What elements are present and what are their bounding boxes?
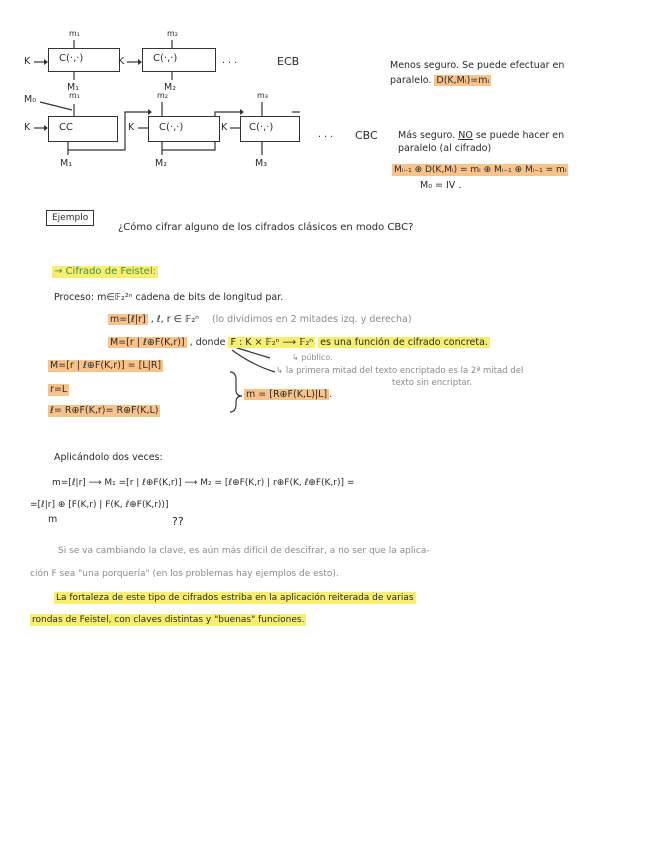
ecb-mode-label: ECB [277, 55, 300, 68]
cbc-block-2-label: C(·,·) [159, 122, 184, 133]
feistel-half-note-1: ↳ la primera mitad del texto encriptado es la 2ª mitad del [276, 366, 524, 376]
cbc-input-3: m₃ [257, 91, 268, 100]
closing-yellow-2: rondas de Feistel, con claves distintas y "buenas" funciones. [32, 615, 305, 625]
closing-gray-1: Si se va cambiando la clave, es aún más difícil de descifrar, a no ser que la aplica- [58, 546, 430, 556]
closing-yellow-1: La fortaleza de este tipo de cifrados estriba en la aplicación reiterada de varias [56, 593, 414, 603]
cbc-block-1-label: CC [59, 122, 73, 133]
applying-question-marks: ?? [172, 515, 184, 528]
cbc-key-label-2: K [128, 122, 135, 133]
cbc-input-2: m₂ [157, 91, 168, 100]
feistel-decrypt-2: r=L [50, 384, 68, 395]
example-label: Ejemplo [52, 213, 89, 223]
ecb-dots: · · · [222, 58, 238, 69]
feistel-split: m=[ℓ|r] [110, 314, 146, 325]
cbc-decrypt-formula: Mᵢ₋₁ ⊕ D(K,Mᵢ) = mᵢ ⊕ Mᵢ₋₁ ⊕ Mᵢ₋₁ = mᵢ [394, 165, 567, 175]
feistel-heading: → Cifrado de Feistel: [54, 266, 156, 277]
feistel-half-note-2: texto sin encriptar. [392, 378, 473, 388]
cbc-note-mas-seguro: Más seguro. [398, 130, 456, 141]
applying-line1: m=[ℓ|r] ⟶ M₁ =[r | ℓ⊕F(K,r)] ⟶ M₂ = [ℓ⊕F(K,r) | r⊕F(K, ℓ⊕F(K,r)] = [52, 478, 355, 488]
ecb-input-2: m₂ [167, 29, 178, 38]
cbc-block-3-label: C(·,·) [249, 122, 274, 133]
ecb-decrypt-formula: D(K,Mᵢ)=mᵢ [436, 75, 490, 86]
ecb-output-1: M₁ [67, 82, 80, 93]
feistel-decrypt-3: ℓ= R⊕F(K,r)= R⊕F(K,L) [50, 405, 159, 416]
applying-title: Aplicándolo dos veces: [54, 452, 163, 463]
ecb-block-1 [48, 48, 120, 72]
example-box [46, 210, 94, 226]
feistel-public-note: ↳ público. [292, 353, 333, 362]
feistel-result-dot: . [329, 389, 333, 400]
feistel-split-line [108, 314, 412, 326]
applying-line2: =[ℓ|r] ⊕ [F(K,r) | F(K, ℓ⊕F(K,r))] [30, 500, 169, 510]
feistel-process: Proceso: m∈𝔽₂²ⁿ cadena de bits de longitud par. [54, 292, 284, 303]
feistel-round-donde: , donde [189, 337, 226, 348]
cbc-block-3 [240, 116, 300, 142]
ecb-block-2-label: C(·,·) [153, 53, 178, 64]
ecb-note-line2 [390, 75, 491, 87]
cbc-key-label-1: K [24, 122, 31, 133]
cbc-block-1 [48, 116, 118, 142]
cbc-output-1: M₁ [60, 158, 73, 169]
feistel-decrypt-1: M=[r | ℓ⊕F(K,r)] = [L|R] [50, 360, 162, 371]
feistel-result: m = [R⊕F(K,L)|L] [246, 389, 328, 400]
closing-gray-2: ción F sea "una porquería" (en los problemas hay ejemplos de esto). [30, 569, 339, 579]
feistel-split-note: (lo dividimos en 2 mitades izq. y derecha) [211, 314, 412, 325]
cbc-mode-label: CBC [355, 129, 378, 142]
ecb-key-label-1: K [24, 56, 31, 67]
cbc-iv-label: M₀ [24, 94, 37, 105]
ecb-block-1-label: C(·,·) [59, 53, 84, 64]
cbc-note-line2: paralelo (al cifrado) [398, 143, 492, 154]
ecb-key-label-2: K [118, 56, 125, 67]
ecb-output-2: M₂ [164, 82, 177, 93]
cbc-dots: · · · [318, 132, 334, 143]
feistel-round-func: F : K × 𝔽₂ⁿ ⟶ 𝔽₂ⁿ [230, 337, 314, 348]
example-question: ¿Cómo cifrar alguno de los cifrados clásicos en modo CBC? [118, 222, 414, 233]
cbc-note-line1 [398, 130, 564, 142]
cbc-block-2 [148, 116, 220, 142]
ecb-note-paralelo: paralelo. [390, 75, 432, 86]
cbc-output-3: M₃ [255, 158, 268, 169]
cbc-note-no: NO [458, 130, 473, 141]
feistel-round-func-desc: es una función de cifrado concreta. [320, 337, 488, 348]
applying-under-m: m [48, 514, 58, 525]
ecb-note-line1: Menos seguro. Se puede efectuar en [390, 60, 565, 71]
cbc-key-label-3: K [221, 122, 228, 133]
feistel-split-rest: , ℓ, r ∈ 𝔽₂ⁿ [150, 314, 199, 325]
cbc-note-rest: se puede hacer en [475, 130, 565, 141]
cbc-input-1: m₁ [69, 91, 80, 100]
feistel-result-line [244, 389, 332, 401]
cbc-output-2: M₂ [155, 158, 168, 169]
feistel-round-line [108, 337, 490, 349]
feistel-round: M=[r | ℓ⊕F(K,r)] [110, 337, 185, 348]
ecb-block-2 [142, 48, 216, 72]
ecb-input-1: m₁ [69, 29, 80, 38]
cbc-iv-note: M₀ = IV . [420, 180, 462, 191]
